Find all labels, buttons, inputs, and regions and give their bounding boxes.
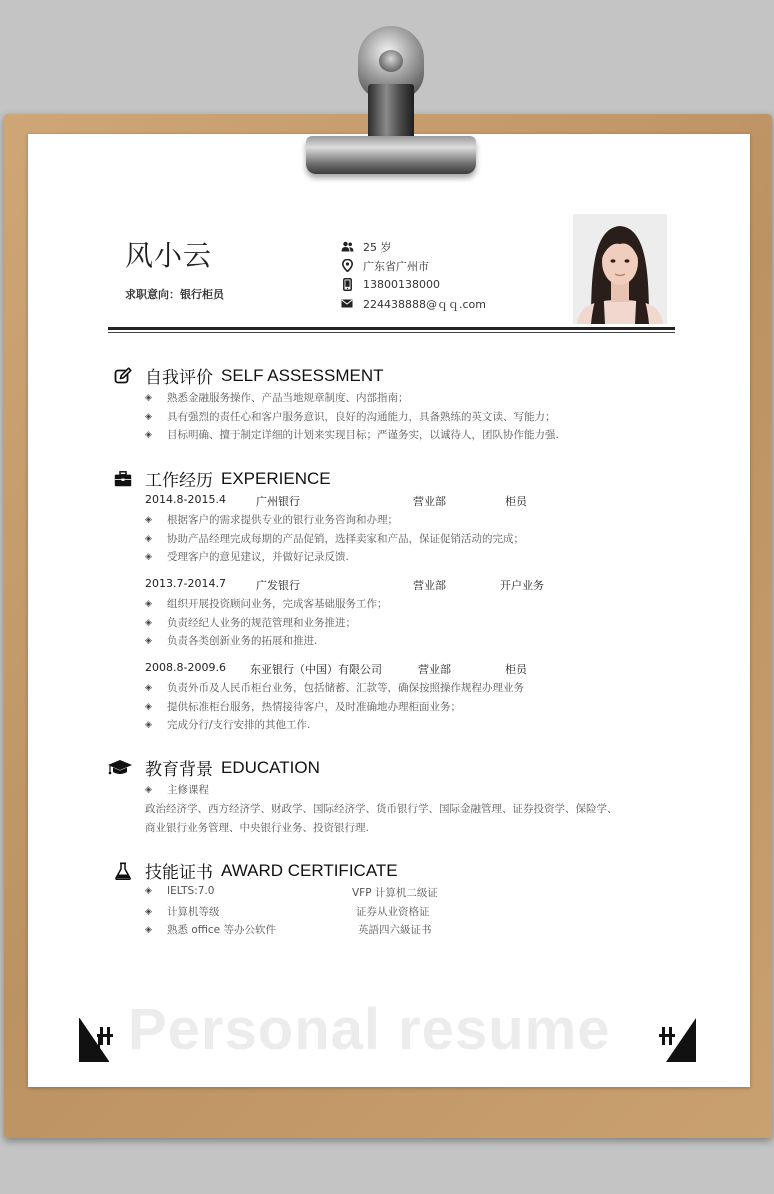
ornament-right-icon xyxy=(656,1025,678,1047)
job-dept: 营业部 xyxy=(418,663,451,676)
course-line: 政治经济学、西方经济学、财政学、国际经济学、货币银行学、国际金融管理、证券投资学、保险学、 xyxy=(145,803,618,815)
resume-paper xyxy=(28,134,750,1087)
job-intent: 求职意向：银行柜员 xyxy=(125,288,224,301)
list-item: ◈ 计算机等级 xyxy=(145,906,220,918)
job-company: 东亚银行（中国）有限公司 xyxy=(250,663,382,676)
job-company: 广州银行 xyxy=(256,495,300,508)
list-item: ◈ 主修课程 xyxy=(145,784,209,796)
diamond-bullet-icon: ◈ xyxy=(145,551,152,562)
graduation-cap-icon xyxy=(106,758,134,778)
list-item: ◈ 提供标准柜台服务，热情接待客户，及时准确地办理柜面业务； xyxy=(145,701,461,713)
contact-phone-text: 13800138000 xyxy=(363,278,440,291)
binder-clip xyxy=(306,24,476,176)
contact-list xyxy=(340,237,486,313)
certificate-item: VFP 计算机二级证 xyxy=(352,887,438,899)
ornament-left-icon xyxy=(94,1025,116,1047)
section-certificates xyxy=(112,858,398,883)
diamond-bullet-icon: ◈ xyxy=(145,533,152,544)
certificates-title-cn: 技能证书 xyxy=(145,863,213,883)
list-item: ◈ 完成分行/支行安排的其他工作. xyxy=(145,719,311,731)
diamond-bullet-icon: ◈ xyxy=(145,719,152,730)
experience-title-en: EXPERIENCE xyxy=(221,468,331,488)
job-header xyxy=(145,661,565,675)
self-assessment-title-en: SELF ASSESSMENT xyxy=(221,365,384,385)
job-dept: 营业部 xyxy=(413,495,446,508)
diamond-bullet-icon: ◈ xyxy=(145,598,152,609)
education-title-en: EDUCATION xyxy=(221,757,320,777)
contact-age xyxy=(340,237,486,256)
list-item: ◈ 熟悉 office 等办公软件 xyxy=(145,924,276,936)
certificate-item: 证券从业资格证 xyxy=(356,906,430,918)
list-item: ◈ 受理客户的意见建议，并做好记录反馈. xyxy=(145,551,349,563)
diamond-bullet-icon: ◈ xyxy=(145,701,152,712)
list-item: ◈ 负责经纪人业务的规范管理和业务推进； xyxy=(145,617,356,629)
location-pin-icon xyxy=(340,260,354,272)
list-item: ◈ 协助产品经理完成每期的产品促销，选择卖家和产品，保证促销活动的完成； xyxy=(145,533,524,545)
self-assessment-title-cn: 自我评价 xyxy=(145,368,213,388)
job-header xyxy=(145,493,565,507)
list-item: ◈ 负责各类创新业务的拓展和推进. xyxy=(145,635,318,647)
job-role: 柜员 xyxy=(505,663,527,676)
experience-title-cn: 工作经历 xyxy=(145,471,213,491)
job-role: 柜员 xyxy=(505,495,527,508)
job-period: 2014.8-2015.4 xyxy=(145,493,226,506)
section-experience xyxy=(112,466,331,491)
edit-pencil-icon xyxy=(112,366,134,386)
list-item: ◈ 具有强烈的责任心和客户服务意识，良好的沟通能力，具备熟练的英文读、写能力； xyxy=(145,411,556,423)
diamond-bullet-icon: ◈ xyxy=(145,514,152,525)
header-divider-thin xyxy=(108,332,675,333)
job-role: 开户业务 xyxy=(500,579,544,592)
list-item: ◈ 负责外币及人民币柜台业务，包括储蓄、汇款等，确保按照操作规程办理业务 xyxy=(145,682,524,694)
list-item: ◈ IELTS:7.0 xyxy=(145,885,215,897)
job-period: 2008.8-2009.6 xyxy=(145,661,226,674)
profile-photo xyxy=(573,214,667,324)
diamond-bullet-icon: ◈ xyxy=(145,429,152,440)
diamond-bullet-icon: ◈ xyxy=(145,411,152,422)
diamond-bullet-icon: ◈ xyxy=(145,635,152,646)
list-item: ◈ 组织开展投资顾问业务，完成客基础服务工作； xyxy=(145,598,388,610)
job-company: 广发银行 xyxy=(256,579,300,592)
job-header xyxy=(145,577,565,591)
mobile-phone-icon xyxy=(340,279,354,291)
list-item: ◈ 熟悉金融服务操作、产品当地规章制度、内部指南； xyxy=(145,392,409,404)
course-line: 商业银行业务管理、中央银行业务、投资银行理. xyxy=(145,822,369,834)
contact-email-text: 224438888@ｑｑ.com xyxy=(363,297,486,311)
diamond-bullet-icon: ◈ xyxy=(145,392,152,403)
diamond-bullet-icon: ◈ xyxy=(145,617,152,628)
header-divider-thick xyxy=(108,327,675,330)
list-item: ◈ 目标明确、擅于制定详细的计划来实现目标；严谨务实，以诚待人，团队协作能力强. xyxy=(145,429,559,441)
job-dept: 营业部 xyxy=(413,579,446,592)
diamond-bullet-icon: ◈ xyxy=(145,924,152,935)
flask-icon xyxy=(112,861,134,881)
footer-watermark-text: Personal resume xyxy=(128,997,611,1062)
contact-location-text: 广东省广州市 xyxy=(363,259,429,273)
briefcase-icon xyxy=(112,469,134,489)
diamond-bullet-icon: ◈ xyxy=(145,906,152,917)
person-group-icon xyxy=(340,241,354,253)
job-period: 2013.7-2014.7 xyxy=(145,577,226,590)
section-self-assessment xyxy=(112,363,384,388)
education-title-cn: 教育背景 xyxy=(145,760,213,780)
contact-location xyxy=(340,256,486,275)
diamond-bullet-icon: ◈ xyxy=(145,682,152,693)
diamond-bullet-icon: ◈ xyxy=(145,784,152,795)
certificates-title-en: AWARD CERTIFICATE xyxy=(221,860,398,880)
contact-age-text: 25 岁 xyxy=(363,240,392,254)
envelope-icon xyxy=(340,298,354,310)
list-item: ◈ 根据客户的需求提供专业的银行业务咨询和办理； xyxy=(145,514,398,526)
contact-phone xyxy=(340,275,486,294)
diamond-bullet-icon: ◈ xyxy=(145,886,152,896)
contact-email xyxy=(340,294,486,313)
section-education xyxy=(106,755,320,780)
candidate-name: 风小云 xyxy=(125,239,213,272)
certificate-item: 英語四六級证书 xyxy=(358,924,432,936)
